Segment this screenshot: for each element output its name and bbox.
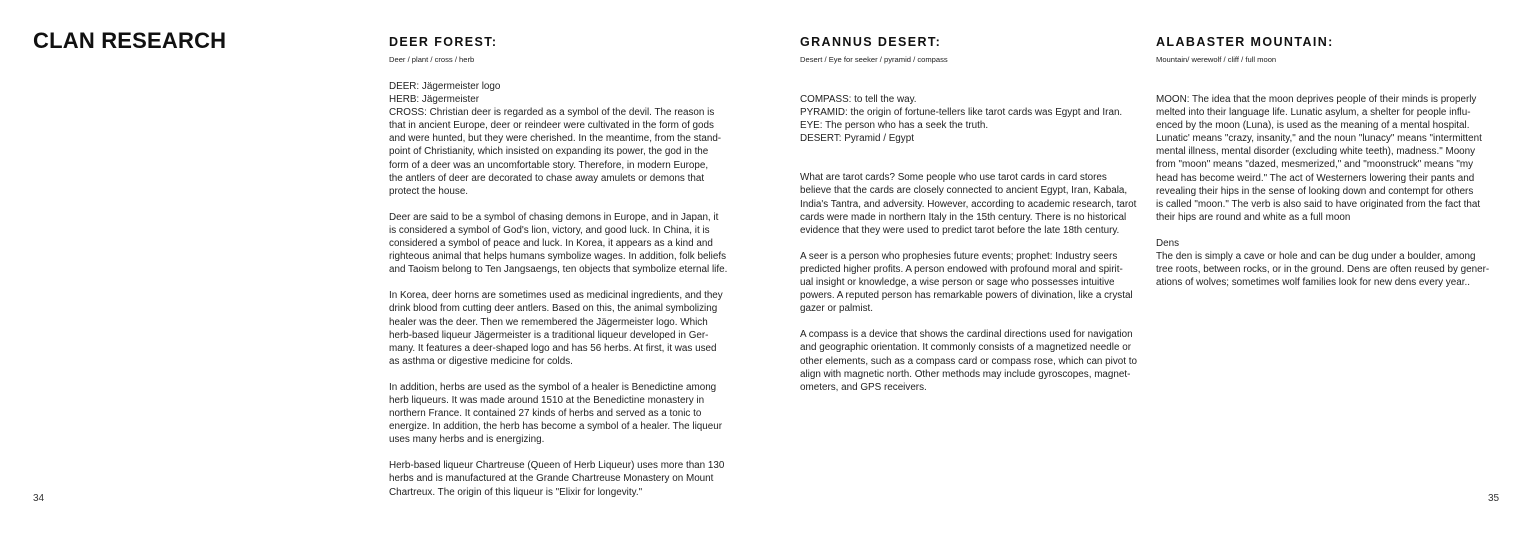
paragraph: MOON: The idea that the moon deprives people of their minds is properly melted into their language life. Lunatic asylum, a shelter for people influ- enced by the moon (Luna), is used as the meaning of a mental hospital. Lunatic' means "crazy, insanity," and the noun "lunacy" means "intermittent mental illness, mental disorder (excluding white teeth), madness." Moony from "moon" means "dazed, mesmerized," and "moonstruck" means "my head has become weird." The act of Westerners lowering their pants and revealing their hips in the sense of looking down and contempt for others is called "moon." The verb is also said to have originated from the fact that their hips are round and white as a full moon (1156, 94, 1482, 223)
paragraph: DEER: Jägermeister logo HERB: Jägermeister CROSS: Christian deer is regarded as a symbol of the devil. The reason is that in ancient Europe, deer or reindeer were cultivated in the form of gods and were hunted, but they were cherished. In the meantime, from the stand- point of Christianity, which insisted on expanding its power, the god in the form of a deer was an uncomfortable story. Therefore, in modern Europe, the antlers of deer are decorated to chase away amulets or demons that protect the house. (389, 81, 722, 197)
paragraph: Deer are said to be a symbol of chasing demons in Europe, and in Japan, it is considered a symbol of God's lion, victory, and good luck. In China, it is considered a symbol of peace and luck. In Korea, it appears as a kind and righteous animal that helps humans symbolize wages. In addition, folk beliefs and Taoism belong to Ten Jangsaengs, ten objects that symbolize eternal life. (389, 211, 728, 276)
section-body (389, 80, 749, 499)
section-heading: GRANNUS DESERT: (800, 35, 942, 49)
section-heading: ALABASTER MOUNTAIN: (1156, 35, 1334, 49)
page-title: CLAN RESEARCH (33, 28, 227, 53)
page-number-left: 34 (33, 493, 45, 504)
page-number-right: 35 (1488, 493, 1500, 504)
paragraph: A seer is a person who prophesies future events; prophet: Industry seers predicted higher profits. A person endowed with profound moral and spirit- ual insight or knowledge, a wise person or sage who possesses intuitive powers. A reputed person has remarkable powers of divination, like a crystal gazer or palmist. (800, 250, 1133, 315)
section-body (800, 93, 1160, 394)
section-deer-forest (389, 33, 749, 499)
paragraph: Dens The den is simply a cave or hole and can be dug under a boulder, among tree roots, between rocks, or in the ground. Dens are often reused by gener- ations of wolves; sometimes wolf families look for new dens every year.. (1156, 237, 1490, 289)
section-keywords: Desert / Eye for seeker / pyramid / compass (800, 55, 948, 64)
section-alabaster-mountain (1156, 33, 1516, 289)
paragraph: A compass is a device that shows the cardinal directions used for navigation and geographic orientation. It commonly consists of a magnetized needle or other elements, such as a compass card or compass rose, which can pivot to align with magnetic north. Other methods may include gyroscopes, magnet- ometers, and GPS receivers. (800, 329, 1138, 393)
paragraph: In Korea, deer horns are sometimes used as medicinal ingredients, and they drink blood from cutting deer antlers. Based on this, the animal symbolizing healer was the deer. Then we remembered the Jägermeister logo. Which herb-based liqueur Jägermeister is a traditional liqueur developed in Ger- many. It features a deer-shaped logo and has 56 herbs. At first, it was used as asthma or digestive medicine for colds. (389, 290, 723, 367)
paragraph: COMPASS: to tell the way. PYRAMID: the origin of fortune-tellers like tarot cards was Egypt and Iran. EYE: The person who has a seek the truth. DESERT: Pyramid / Egypt (800, 94, 1123, 145)
paragraph: Herb-based liqueur Chartreuse (Queen of Herb Liqueur) uses more than 130 herbs and is manufactured at the Grande Chartreuse Monastery on Mount Chartreux. The origin of this liqueur is "Elixir for longevity." (389, 460, 725, 498)
section-heading: DEER FOREST: (389, 35, 498, 49)
paragraph: What are tarot cards? Some people who use tarot cards in card stores believe that the cards are closely connected to ancient Egypt, Iran, Kabala, India's Tantra, and adversity. However, according to academic research, tarot cards were made in northern Italy in the 15th century. There is no historical evidence that they were used to predict tarot before the late 18th century. (800, 172, 1137, 236)
section-keywords: Mountain/ werewolf / cliff / full moon (1156, 55, 1277, 64)
section-grannus-desert (800, 33, 1160, 394)
paragraph: In addition, herbs are used as the symbol of a healer is Benedictine among herb liqueurs. It was made around 1510 at the Benedictine monastery in northern France. It contained 27 kinds of herbs and served as a tonic to energize. In addition, the herb has become a symbol of a healer. The liqueur uses many herbs and is energizing. (389, 381, 723, 446)
section-keywords: Deer / plant / cross / herb (389, 55, 475, 64)
section-body (1156, 93, 1516, 289)
